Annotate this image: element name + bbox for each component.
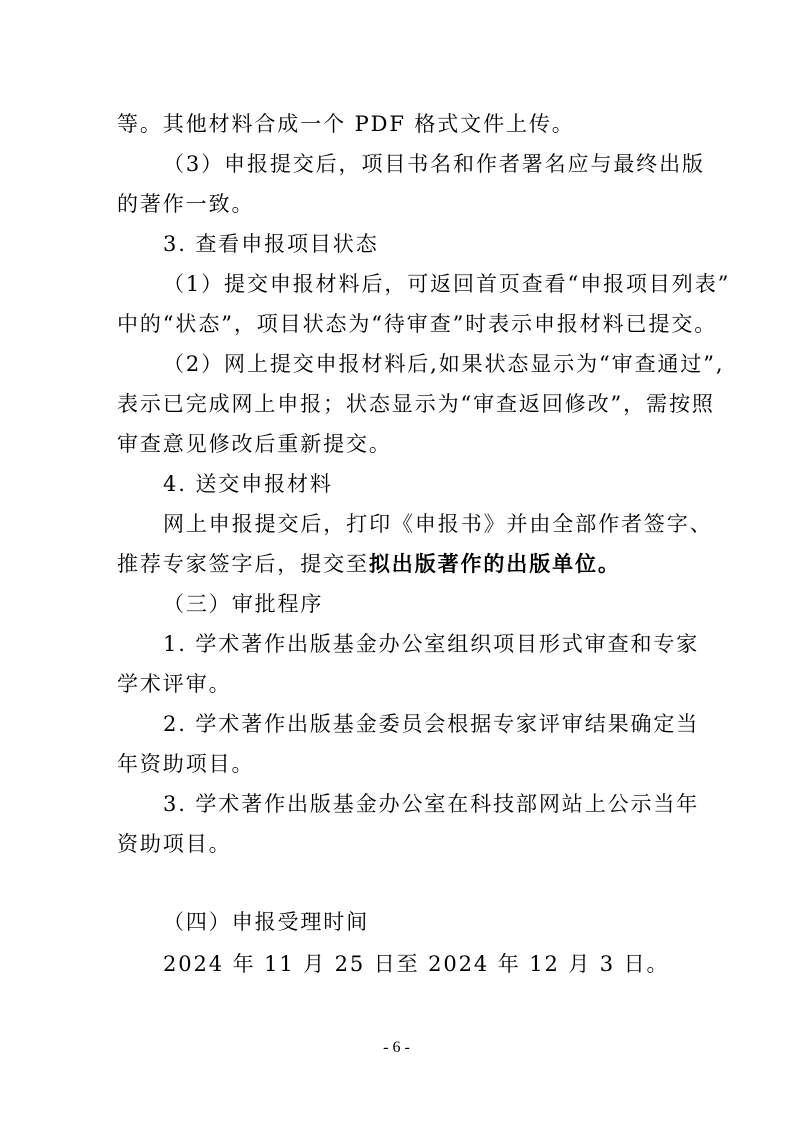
- body-line-17: 2. 学术著作出版基金委员会根据专家评审结果确定当: [163, 712, 700, 736]
- section-heading-4: 4. 送交申报材料: [163, 472, 333, 496]
- body-line-5: （1）提交申报材料后，可返回首页查看“申报项目列表”: [163, 272, 731, 296]
- body-line-2: （3）申报提交后，项目书名和作者署名应与最终出版: [163, 152, 705, 176]
- body-line-12-text: 推荐专家签字后，提交至: [117, 552, 369, 576]
- body-line-3: 的著作一致。: [117, 192, 255, 216]
- body-line-18: 年资助项目。: [117, 752, 255, 776]
- body-line-15: 1. 学术著作出版基金办公室组织项目形式审查和专家: [163, 632, 700, 656]
- body-line-19: 3. 学术著作出版基金办公室在科技部网站上公示当年: [163, 792, 700, 816]
- body-line-9: 审查意见修改后重新提交。: [117, 432, 392, 456]
- body-line-1: 等。其他材料合成一个 PDF 格式文件上传。: [117, 112, 575, 136]
- body-line-7: （2）网上提交申报材料后,如果状态显示为“审查通过”,: [163, 352, 725, 376]
- body-line-6: 中的“状态”，项目状态为“待审查”时表示申报材料已提交。: [117, 312, 718, 336]
- body-line-11: 网上申报提交后，打印《申报书》并由全部作者签字、: [163, 512, 713, 536]
- body-line-8: 表示已完成网上申报；状态显示为“审查返回修改”，需按照: [117, 392, 715, 416]
- body-line-12-bold-text: 拟出版著作的出版单位。: [368, 551, 621, 576]
- body-line-16: 学术评审。: [117, 672, 232, 696]
- body-line-22: 2024 年 11 月 25 日至 2024 年 12 月 3 日。: [163, 952, 670, 976]
- body-line-20: 资助项目。: [117, 832, 232, 856]
- body-line-12: [117, 550, 621, 578]
- section-heading-3: 3. 查看申报项目状态: [163, 232, 379, 256]
- section-heading-approval: （三）审批程序: [163, 592, 324, 616]
- section-heading-time: （四）申报受理时间: [163, 910, 370, 934]
- page-number: - 6 -: [383, 1039, 410, 1056]
